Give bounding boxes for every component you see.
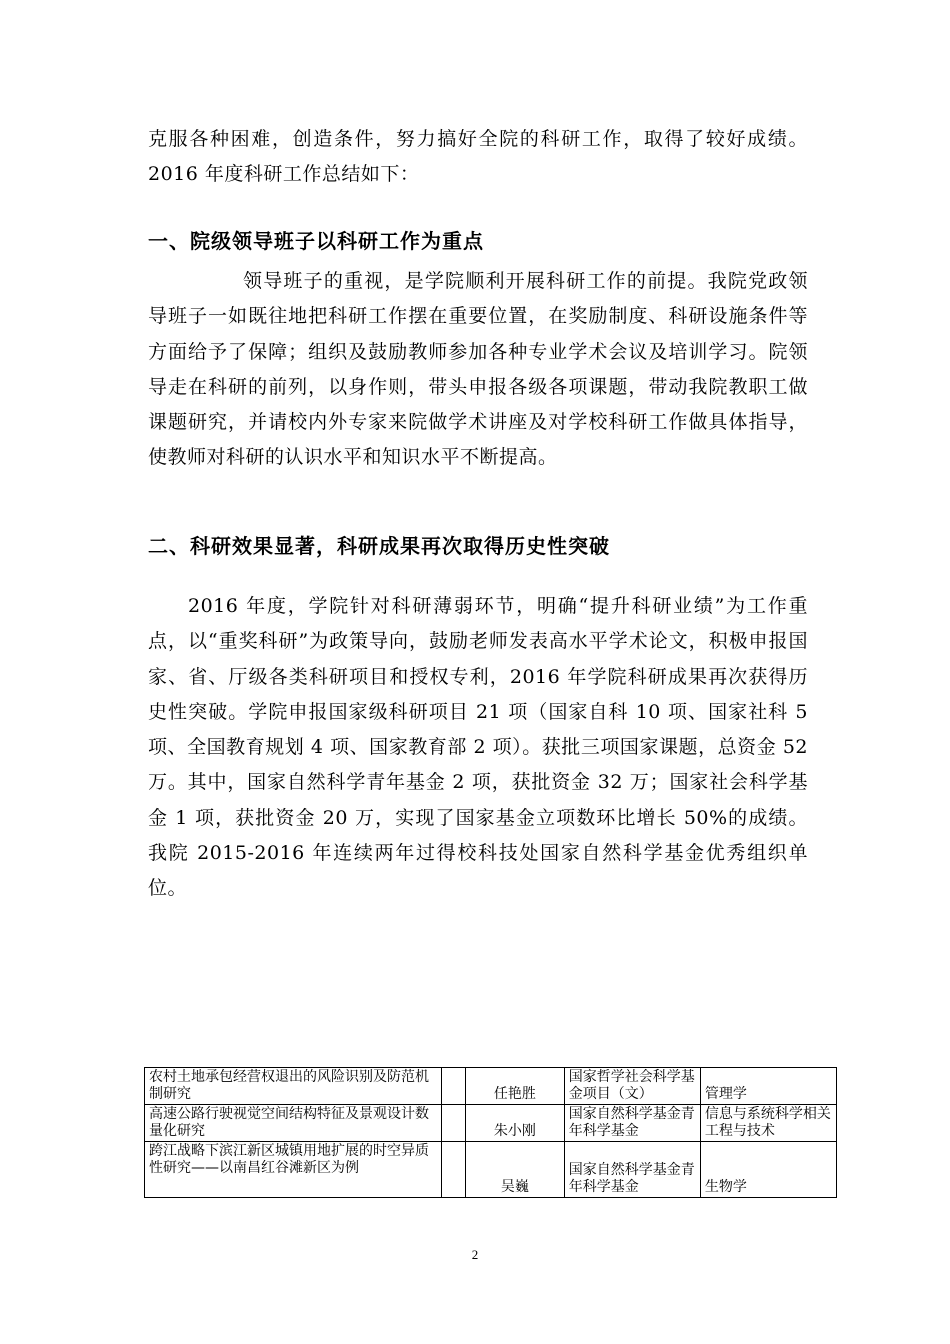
project-field-cell: 信息与系统科学相关工程与技术 — [700, 1105, 836, 1142]
table-row — [145, 1142, 837, 1198]
intro-paragraph: 克服各种困难，创造条件，努力搞好全院的科研工作，取得了较好成绩。2016 年度科研工作总结如下： — [148, 128, 808, 186]
project-title-cell: 农村土地承包经营权退出的风险识别及防范机制研究 — [145, 1068, 442, 1105]
page-number: 2 — [471, 1247, 479, 1262]
projects-table — [144, 1067, 837, 1198]
project-title-cell: 高速公路行驶视觉空间结构特征及景观设计数量化研究 — [145, 1105, 442, 1142]
project-leader-cell: 吴巍 — [466, 1142, 565, 1198]
section2-heading: 二、科研效果显著，科研成果再次取得历史性突破 — [148, 534, 610, 558]
table-row — [145, 1105, 837, 1142]
project-title-cell: 跨江战略下滨江新区城镇用地扩展的时空异质性研究——以南昌红谷滩新区为例 — [145, 1142, 442, 1198]
section1-heading: 一、院级领导班子以科研工作为重点 — [148, 229, 484, 253]
project-leader-cell: 朱小刚 — [466, 1105, 565, 1142]
project-type-cell: 国家自然科学基金青年科学基金 — [564, 1105, 700, 1142]
blank-cell — [442, 1068, 466, 1105]
section1-body: 领导班子的重视，是学院顺利开展科研工作的前提。我院党政领导班子一如既往地把科研工作摆在重要位置，在奖励制度、科研设施条件等方面给予了保障；组织及鼓励教师参加各种专业学术会议及培训学习。院领导走在科研的前列，以身作则，带头申报各级各项课题，带动我院教职工做课题研究，并请校内外专家来院做学术讲座及对学校科研工作做具体指导，使教师对科研的认识水平和知识水平不断提高。 — [148, 270, 808, 469]
table-row — [145, 1068, 837, 1105]
project-type-cell: 国家自然科学基金青年科学基金 — [564, 1142, 700, 1198]
project-leader-cell: 任艳胜 — [466, 1068, 565, 1105]
project-field-cell: 生物学 — [700, 1142, 836, 1198]
blank-cell — [442, 1105, 466, 1142]
project-field-cell: 管理学 — [700, 1068, 836, 1105]
section2-body: 2016 年度，学院针对科研薄弱环节，明确“提升科研业绩”为工作重点，以“重奖科研”为政策导向，鼓励老师发表高水平学术论文，积极申报国家、省、厅级各类科研项目和授权专利，2016 年学院科研成果再次获得历史性突破。学院申报国家级科研项目 21 项（国家自科 10 项、国家社科 5 项、全国教育规划 4 项、国家教育部 2 项）。获批三项国家课题，总资金 52 万。其中，国家自然科学青年基金 2 项，获批资金 32 万；国家社会科学基金 1 项，获批资金 20 万，实现了国家基金立项数环比增长 50%的成绩。我院 2015-2016 年连续两年过得校科技处国家自然科学基金优秀组织单位。 — [148, 595, 808, 900]
blank-cell — [442, 1142, 466, 1198]
project-type-cell: 国家哲学社会科学基金项目（文） — [564, 1068, 700, 1105]
